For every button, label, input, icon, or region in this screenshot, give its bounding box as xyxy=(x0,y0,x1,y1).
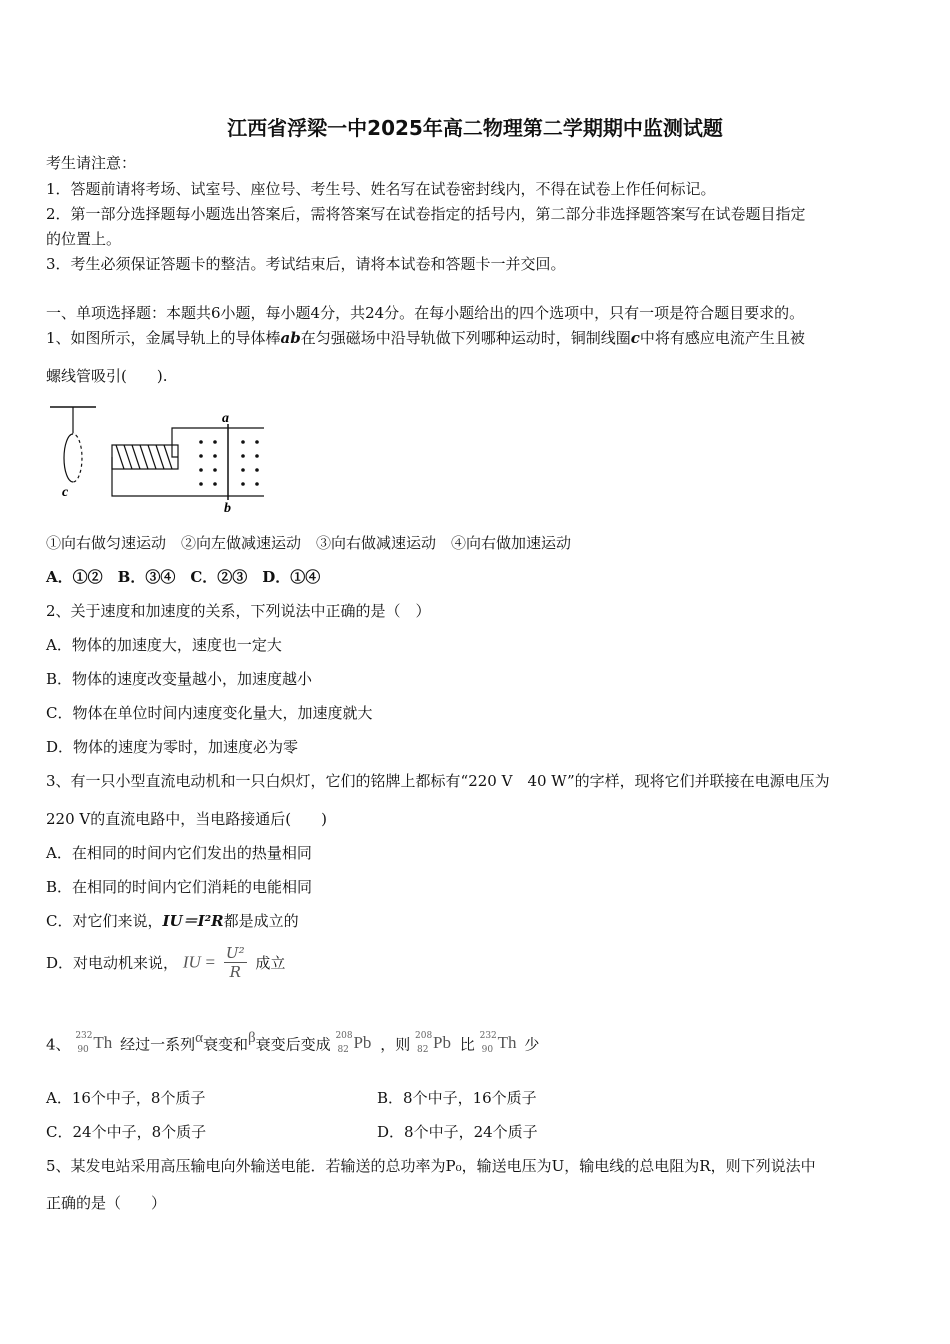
q1-figure xyxy=(46,400,286,515)
q4-option-a: A．16个中子，8个质子 xyxy=(46,1089,206,1107)
q3-option-c: C．对它们来说，IU＝I²R都是成立的 xyxy=(46,912,299,930)
lead-nuclide-2: 208 82 Pb xyxy=(415,1031,451,1055)
section-heading: 一、单项选择题：本题共6小题，每小题4分，共24分。在每小题给出的四个选项中，只有一项是符合题目要求的。 xyxy=(46,304,805,322)
notice-heading: 考生请注意： xyxy=(46,154,137,172)
q3-formula-fraction: $\frac{\text{U²}}{R}$ xyxy=(225,944,245,981)
q3-stem-line1: 3、有一只小型直流电动机和一只白炽灯，它们的铭牌上都标有“220 V 40 W”的字样，现将它们并联接在电源电压为 xyxy=(46,772,830,790)
q4-option-d: D．8个中子，24个质子 xyxy=(377,1123,538,1141)
notice-item-1: 1．答题前请将考场、试室号、座位号、考生号、姓名写在试卷密封线内，不得在试卷上作任何标记。 xyxy=(46,180,716,198)
q1-motions: ①向右做匀速运动 ②向左做减速运动 ③向右做减速运动 ④向右做加速运动 xyxy=(46,534,572,552)
fig-label-c: c xyxy=(62,485,69,500)
q4-stem: 4、 232 90 Th 经过一系列α衰变和β衰变后变成 208 82 Pb ，则 208 82 Pb 比 232 90 Th 少 xyxy=(46,1030,540,1055)
q3-option-a: A．在相同的时间内它们发出的热量相同 xyxy=(46,844,312,862)
page-title: 江西省浮梁一中2025年高二物理第二学期期中监测试题 xyxy=(227,116,723,140)
thorium-nuclide-2: 232 90 Th xyxy=(479,1031,517,1055)
q2-option-b: B．物体的速度改变量越小，加速度越小 xyxy=(46,670,313,688)
q2-option-c: C．物体在单位时间内速度变化量大，加速度就大 xyxy=(46,704,373,722)
notice-item-2: 2．第一部分选择题每小题选出答案后，需将答案写在试卷指定的括号内，第二部分非选择题答案写在试卷题目指定 xyxy=(46,205,806,223)
q1-choices: A．①② B．③④ C．②③ D．①④ xyxy=(46,568,321,586)
q2-option-d: D．物体的速度为零时，加速度必为零 xyxy=(46,738,299,756)
notice-item-2-cont: 的位置上。 xyxy=(46,230,122,248)
lead-nuclide: 208 82 Pb xyxy=(335,1031,372,1055)
q2-option-a: A．物体的加速度大，速度也一定大 xyxy=(46,636,282,654)
fig-label-a: a xyxy=(222,411,229,426)
thorium-nuclide: 232 90 Th xyxy=(75,1031,113,1055)
q3-option-b: B．在相同的时间内它们消耗的电能相同 xyxy=(46,878,313,896)
q5-stem-line1: 5、某发电站采用高压输电向外输送电能．若输送的总功率为P₀，输送电压为U，输电线的总电阻为R，则下列说法中 xyxy=(46,1157,816,1175)
notice-item-3: 3．考生必须保证答题卡的整洁。考试结束后，请将本试卷和答题卡一并交回。 xyxy=(46,255,566,273)
q4-option-c: C．24个中子，8个质子 xyxy=(46,1123,207,1141)
q4-option-b: B．8个中子，16个质子 xyxy=(377,1089,537,1107)
q1-stem-line2: 螺线管吸引( ). xyxy=(46,367,168,385)
q2-stem: 2、关于速度和加速度的关系，下列说法中正确的是（ ） xyxy=(46,602,431,620)
fig-label-b: b xyxy=(224,501,231,515)
q5-stem-line2: 正确的是（ ） xyxy=(46,1194,167,1212)
q3-stem-line2: 220 V的直流电路中，当电路接通后( ) xyxy=(46,810,327,828)
q3-option-d: D．对电动机来说， IU = $\frac{\text{U²}}{R}$ 成立 xyxy=(46,944,286,981)
q1-stem-line1: 1、如图所示，金属导轨上的导体棒ab在匀强磁场中沿导轨做下列哪种运动时，铜制线圈c中将有感应电流产生且被 xyxy=(46,329,805,347)
